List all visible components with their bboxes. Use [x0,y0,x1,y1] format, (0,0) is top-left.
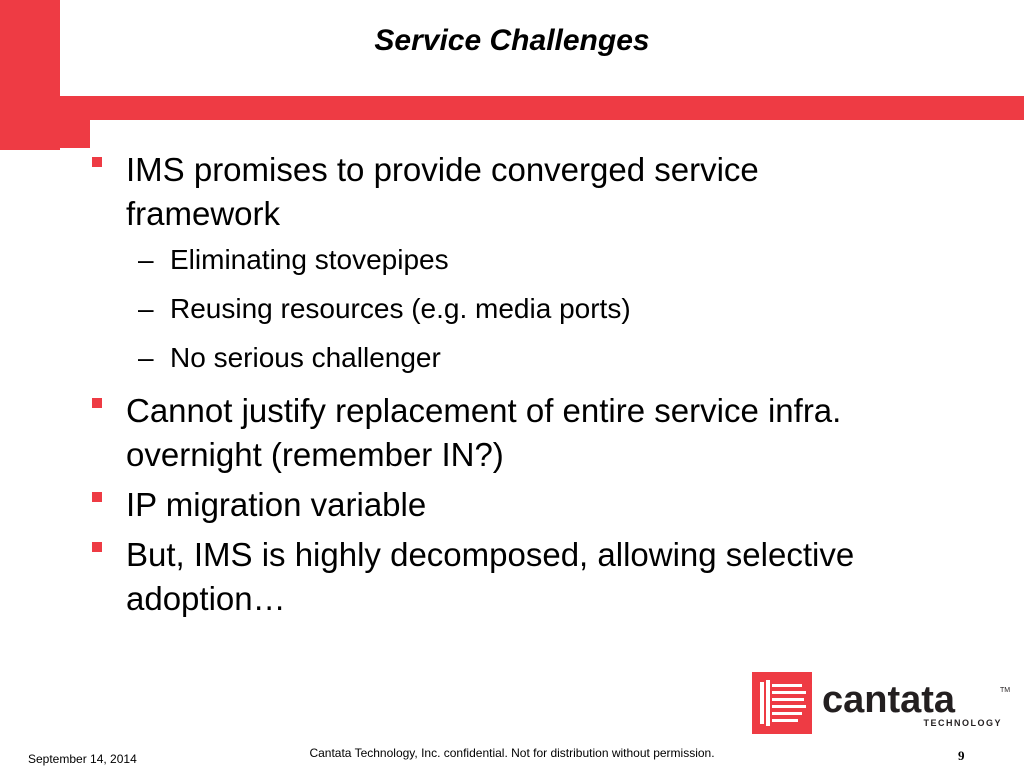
square-bullet-icon [92,542,102,552]
sub-bullet-text: No serious challenger [170,342,441,373]
sub-bullet-item [86,242,916,278]
bullet-item [86,148,916,236]
square-bullet-icon [92,492,102,502]
square-bullet-icon [92,398,102,408]
page-number: 9 [958,748,965,763]
sub-bullet-text: Eliminating stovepipes [170,244,449,275]
decorative-red-bar-horizontal [0,96,1024,120]
logo-tagline: TECHNOLOGY [923,718,1002,728]
bullet-item [86,483,916,527]
bullet-item [86,533,916,621]
logo-trademark: TM [1000,687,1011,694]
cantata-technology-logo [752,672,1011,734]
footer-confidential-notice: Cantata Technology, Inc. confidential. Not for distribution without permission. [309,746,715,760]
logo-wordmark: cantata [822,679,956,721]
bullet-text: IMS promises to provide converged service framework [126,151,759,232]
dash-bullet: – [138,342,154,373]
bullet-text: IP migration variable [126,486,427,523]
sub-bullet-text: Reusing resources (e.g. media ports) [170,293,631,324]
decorative-red-bar-vertical [0,0,60,150]
square-bullet-icon [92,157,102,167]
slide-body [86,148,916,627]
sub-bullet-item [86,340,916,376]
bullet-text: Cannot justify replacement of entire service infra. overnight (remember IN?) [126,392,842,473]
decorative-red-square [60,120,90,148]
dash-bullet: – [138,293,154,324]
bullet-text: But, IMS is highly decomposed, allowing selective adoption… [126,536,855,617]
bullet-item [86,389,916,477]
sub-bullet-item [86,291,916,327]
footer-date: September 14, 2014 [28,752,137,766]
slide-title: Service Challenges [374,24,650,57]
dash-bullet: – [138,244,154,275]
